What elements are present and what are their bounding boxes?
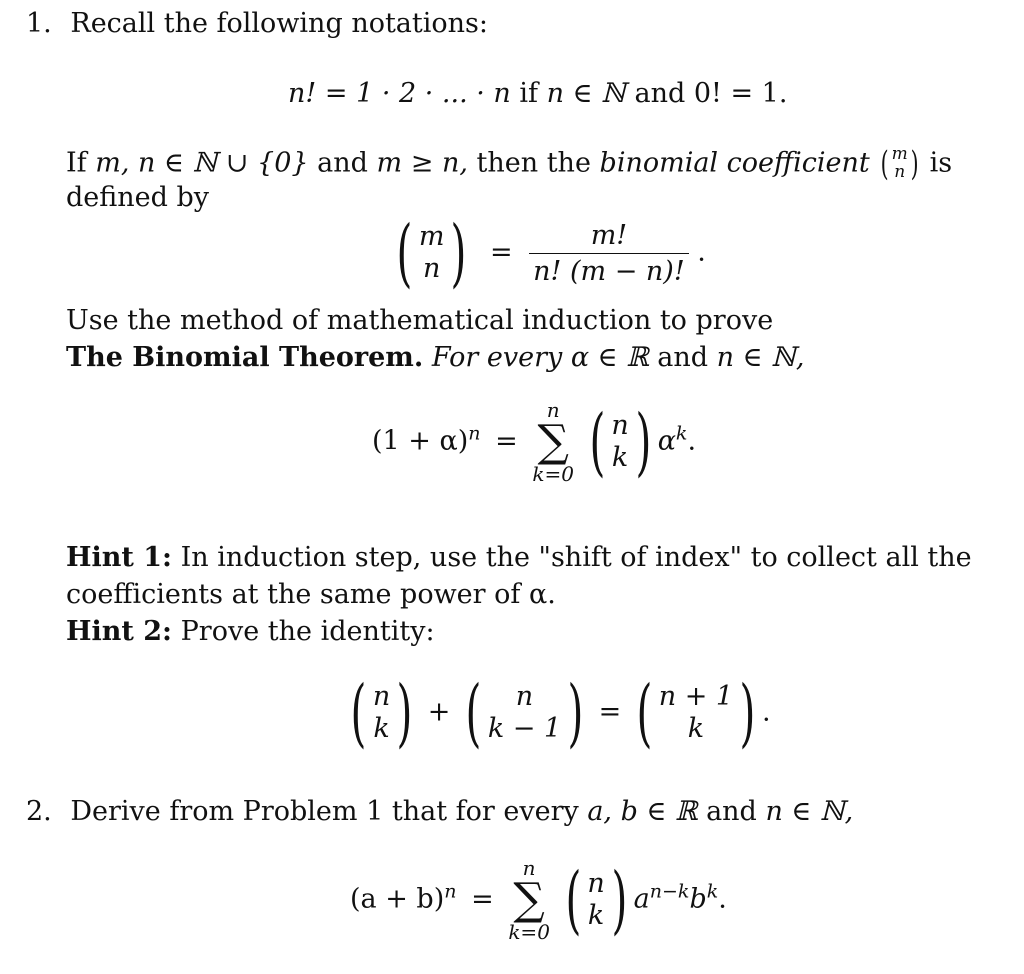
- factorial-if: if: [519, 78, 539, 109]
- identity-dot: .: [761, 696, 771, 728]
- factorial-and: and: [634, 78, 686, 109]
- problem-2-text: Derive from Problem 1 that for every: [70, 796, 579, 827]
- def-line2: defined by: [66, 182, 210, 213]
- factorial-lhs: n!: [288, 78, 317, 109]
- sum-upper: n: [546, 398, 560, 422]
- theorem-eq: =: [495, 425, 518, 457]
- hint-2: [66, 618, 435, 645]
- def-and: and: [317, 147, 368, 179]
- p2-lhs-exp: n: [444, 880, 457, 903]
- theorem-alpha-term: α: [657, 425, 676, 457]
- theorem-lhs-exp: n: [468, 422, 481, 445]
- identity-plus: +: [427, 696, 451, 728]
- def-eq: =: [489, 236, 513, 268]
- identity-binom-a: ( n k ): [350, 670, 413, 756]
- factorial-product: 1 · 2 · ... · n: [356, 78, 511, 109]
- p2-b: b: [689, 883, 707, 915]
- hint-1: [66, 544, 972, 571]
- def-dot: .: [697, 236, 706, 268]
- theorem-for: For every: [431, 342, 563, 373]
- identity-c-top: n + 1: [658, 680, 734, 712]
- pascal-identity: [344, 670, 771, 756]
- sigma-icon: ∑: [537, 416, 569, 467]
- def-term: binomial coefficient: [599, 147, 870, 179]
- problem-2-header: [26, 798, 853, 825]
- factorial-eq: =: [324, 78, 348, 109]
- binomial-def-sentence: [66, 143, 953, 184]
- theorem-lhs: (1 + α): [372, 425, 469, 457]
- p2-sum-upper: n: [522, 856, 536, 880]
- problem-1-number: 1.: [26, 8, 52, 39]
- theorem-formula: [372, 400, 696, 484]
- problem-2-and: and: [706, 796, 757, 827]
- sigma-icon: ∑: [513, 874, 545, 925]
- p2-dot: .: [718, 883, 727, 915]
- sum-lower: k=0: [532, 462, 574, 486]
- factorial-definition: [288, 80, 787, 107]
- p2-binom-top: n: [587, 867, 605, 899]
- theorem-and: and: [657, 342, 709, 373]
- identity-b-bot: k − 1: [487, 713, 562, 744]
- p2-lhs: (a + b): [350, 883, 445, 915]
- def-fraction: [529, 219, 689, 287]
- inline-binom-bot: n: [894, 161, 906, 182]
- theorem-binomial: ( n k ): [589, 399, 652, 485]
- theorem-alpha-exp: k: [675, 422, 688, 445]
- identity-binom-b: ( n k − 1 ): [465, 670, 584, 756]
- theorem-binom-bot: k: [611, 442, 629, 473]
- inline-binomial-symbol: ( m n ): [880, 143, 919, 184]
- p2-binom-bot: k: [587, 900, 605, 931]
- def-vars: m, n ∈ ℕ ∪ {0}: [95, 147, 309, 179]
- p2-binomial: ( n k ): [565, 857, 628, 943]
- p2-a-exp: n−k: [649, 880, 690, 903]
- def-binom-bot: n: [422, 253, 441, 284]
- identity-c-bot: k: [687, 713, 705, 744]
- p2-sum: [508, 858, 550, 942]
- hint-1-line2: coefficients at the same power of α.: [66, 579, 556, 610]
- hint-1-text: In induction step, use the "shift of index" to collect all the: [180, 542, 972, 573]
- problem-2-ab: a, b ∈ ℝ: [587, 796, 698, 827]
- problem-2-formula: [350, 858, 727, 942]
- def-then: then the: [476, 147, 591, 179]
- problem-2-n: n ∈ ℕ,: [765, 796, 854, 827]
- p2-eq: =: [471, 883, 494, 915]
- theorem-binom-top: n: [611, 409, 629, 441]
- def-numerator: m!: [590, 219, 628, 251]
- identity-a-bot: k: [373, 713, 390, 744]
- hint-1-label: Hint 1:: [66, 542, 173, 573]
- problem-1-intro: Recall the following notations:: [70, 8, 488, 39]
- theorem-n: n ∈ ℕ,: [716, 342, 805, 373]
- theorem-statement: [66, 344, 804, 371]
- def-if: If: [66, 147, 87, 179]
- p2-a: a: [633, 883, 650, 915]
- definition-formula: [390, 210, 706, 296]
- hint-2-label: Hint 2:: [66, 616, 173, 647]
- problem-1-header: [26, 10, 488, 37]
- p2-sum-lower: k=0: [508, 920, 550, 944]
- def-cond: m ≥ n,: [376, 147, 468, 179]
- identity-binom-c: ( n + 1 k ): [636, 670, 756, 756]
- hint-2-text: Prove the identity:: [180, 616, 435, 647]
- p2-b-exp: k: [706, 880, 719, 903]
- def-binomial: ( m n ): [396, 210, 467, 296]
- use-method-line: Use the method of mathematical induction to prove: [66, 305, 774, 336]
- factorial-cond: n ∈ ℕ: [546, 78, 626, 109]
- theorem-alpha: α ∈ ℝ: [570, 342, 649, 373]
- def-binom-top: m: [418, 220, 445, 252]
- identity-a-top: n: [372, 680, 391, 712]
- factorial-zero: 0! = 1.: [693, 78, 788, 109]
- inline-binom-top: m: [891, 144, 908, 164]
- theorem-sum: [532, 400, 574, 484]
- problem-2-number: 2.: [26, 796, 52, 827]
- identity-eq: =: [598, 696, 622, 728]
- theorem-dot: .: [687, 425, 697, 457]
- def-is: is: [929, 147, 953, 179]
- identity-b-top: n: [515, 680, 534, 712]
- def-denominator: n! (m − n)!: [529, 253, 689, 285]
- theorem-title: The Binomial Theorem.: [66, 342, 424, 373]
